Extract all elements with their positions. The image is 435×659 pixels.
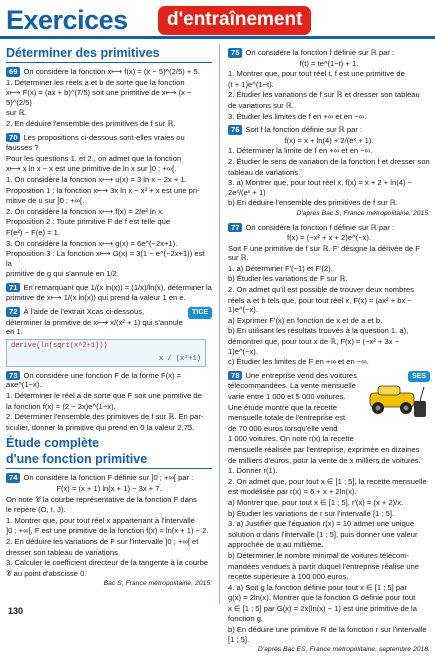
text-line: b) En utilisant les résultats trouvés à la question 1. a), — [228, 326, 409, 336]
right-column — [228, 44, 430, 659]
text-line: 1. Déterminer la limite de f en +∞ et en −∞. — [228, 146, 373, 156]
text-line: 1 000 voitures. On note r(x) la recette — [228, 434, 354, 444]
text-line: 3. a) Justifier que l'équation r(x) = 10 admet une unique — [228, 519, 415, 529]
page-header — [0, 0, 435, 40]
text-line: mensuelle totale de l'entreprise est — [228, 413, 346, 423]
text-line: approchée de α au millième. — [228, 540, 324, 550]
text-line: 3. Étudier les limites de f en +∞ et en −∞. — [228, 111, 367, 121]
text-line: F(x) = (x + 1) ln(x + 1) − 3x + 7. — [56, 484, 162, 493]
text-line: À l'aide de l'extrait Xcas ci-dessous, — [23, 307, 145, 317]
text-line: tableau de variations. — [228, 167, 301, 177]
text-line: Proposition 2 : Toute primitive F de f est telle que — [6, 217, 171, 227]
page-number: 130 — [8, 606, 24, 616]
exercise-69 — [6, 67, 212, 129]
text-line: 2. Étudier le sens de variation de la fonction f et dresser son — [228, 156, 430, 166]
text-line: 2. On considère la fonction x⟼ f(x) = 2/e² ln x. — [6, 206, 164, 216]
text-line: 3. On considère la fonction x⟼ g(x) = 6e^(−2x+1). — [6, 238, 178, 248]
text-line: 2. En déduire les variations de F sur l'intervalle ]0 ; +∞[ et — [6, 536, 199, 546]
text-line: 3. Calculer le coefficient directeur de la tangente à la courbe — [6, 558, 209, 568]
exercise-71 — [6, 283, 212, 303]
xcas-result: x / (x²+1) — [158, 355, 201, 364]
text-line: On note 𝒞 la courbe représentative de la fonction F dans — [6, 494, 197, 504]
text-line: fonction g. — [228, 614, 264, 624]
text-line: 2. Étudier les variations de f sur ℝ et dresser son tableau — [228, 90, 420, 100]
text-line: Soit F une primitive de f sur ℝ. F' désigne la dérivée de F sur ℝ. — [228, 243, 420, 263]
text-line: de variations sur ℝ. — [228, 100, 294, 110]
text-line: On considère une fonction F de la forme F(x) = axe^(1−x). — [6, 370, 182, 390]
text-line: b) En déduire une primitive R de la fonction r sur l'intervalle [1 ; 5]. — [228, 625, 427, 644]
exercise-number: 77 — [228, 223, 242, 233]
column-divider — [219, 44, 220, 604]
text-line: démontrer que, pour tout x de ℝ, F(x) = (−x² + 3x − 1)e^(−x). — [228, 337, 400, 356]
text-line: dresser son tableau de variations. — [6, 547, 120, 557]
exercise-number: 78 — [228, 371, 242, 381]
text-line: 2. En déduire l'ensemble des primitives de f sur ℝ. — [6, 118, 176, 128]
text-line: de milliers d'euros, pour la vente de x milliers de voitures. — [228, 455, 421, 465]
text-line: b) En déduire l'ensemble des primitives de f sur ℝ. — [228, 198, 398, 208]
text-line: 3. a) Montrer que, pour tout réel x, f(x) = x + 2 + ln(4) − 2eˣ/(eˣ + 1) — [228, 178, 413, 197]
section-title-etude-1: Étude complète — [6, 436, 100, 451]
text-line: 1. On considère la fonction x⟼ u(x) = 3 ln x − 2x + 1. — [6, 174, 187, 184]
text-line: déterminer la primitive de x⟼ x/(x² + 1) qui s'annule en 1. — [6, 317, 183, 337]
text-line: 1. Déterminer le réel a de sorte que F soit une primitive de — [6, 391, 202, 401]
exercise-76 — [228, 125, 430, 218]
text-line: est modélisée par r(x) = 6 + x + 2ln(x). — [228, 487, 357, 497]
exercise-number: 72 — [6, 307, 20, 317]
text-line: primitive de x⟼ 1/(x ln(x)) qui prend la valeur 1 en e. — [6, 293, 186, 303]
exercise-78 — [228, 371, 430, 655]
exercise-number: 71 — [6, 283, 20, 293]
xcas-code-box — [6, 339, 206, 367]
exercise-number: 70 — [6, 133, 20, 143]
text-line: a) Exprimer F'(x) en fonction de x et de a et b. — [228, 315, 383, 325]
text-line: 1. Déterminer les réels a et b de sorte que la fonction — [6, 77, 185, 87]
text-line: fausses ? — [6, 143, 39, 153]
text-line: 4. a) Soit g la fonction définie pour tout x ∈ [1 ; 5] par — [228, 582, 407, 592]
exercise-number: 73 — [6, 371, 20, 381]
text-line: sur ℝ. — [6, 108, 27, 118]
text-line: primitive de g qui s'annule en 1/2. — [6, 269, 119, 279]
text-line: 2. On admet qu'il est possible de trouver deux nombres — [228, 285, 414, 295]
exercise-74 — [6, 473, 212, 589]
text-line: On considère la fonction f définie sur ℝ par : — [245, 48, 395, 57]
text-line: 2. Déterminer l'ensemble des primitives de f sur ℝ. En par- — [6, 412, 204, 422]
header-badge: d'entraînement — [158, 6, 311, 35]
text-line: 1. Montrer que, pour tout réel t, f est une primitive de — [228, 69, 405, 79]
text-line: Proposition 3 : La fonction x⟼ G(x) = 3(1 − e^(−2x+1)) est la — [6, 249, 205, 268]
text-line: Soit f la fonction définie sur ℝ par : — [245, 125, 363, 135]
ses-tag: SES — [408, 371, 430, 383]
text-line: 1. Donner r(1). — [228, 466, 278, 476]
text-line: varie entre 1 000 et 5 000 voitures. — [228, 392, 346, 401]
text-line: ticulier, donner la primitive qui prend en 0 la valeur 2,75. — [6, 422, 195, 432]
text-line: mitive de u sur ]0 ; +∞[. — [6, 196, 85, 206]
left-column — [6, 44, 212, 593]
text-line: recette supérieure à 100 000 euros. — [228, 572, 349, 582]
exercise-number: 74 — [6, 473, 20, 483]
header-rule — [0, 36, 435, 39]
exercise-number: 69 — [6, 67, 20, 77]
source-citation: D'après Bac ES, France métropolitaine, septembre 2018. — [257, 646, 430, 654]
text-line: 𝒞 au point d'abscisse 0. — [6, 568, 87, 578]
exercise-70 — [6, 133, 212, 279]
text-line: le repère (O, I, J). — [6, 505, 66, 515]
text-line: f(x) = x + ln(4) + 2/(eˣ + 1). — [284, 135, 374, 145]
text-line: a) Montrer que, pour tout x ∈ [1 ; 5], r'(x) = (x + 2)/x. — [228, 497, 404, 507]
section-title-etude-2: d'une fonction primitive — [6, 452, 212, 469]
text-line: Une étude montre que la recette — [228, 402, 337, 412]
text-line: Pour les questions 1. et 2., on admet que la fonction — [6, 153, 182, 163]
text-line: 1. a) Déterminer F'(−1) et F'(2). — [228, 263, 333, 273]
text-line: g(x) = 2ln(x). Montrer que la fonction G définie pour tout — [228, 593, 416, 603]
text-line: F(e²) − F(e) = 1. — [6, 227, 61, 237]
text-line: x⟼ x ln x − x est une primitive de ln x sur ]0 ; +∞[. — [6, 164, 177, 174]
text-line: b) Étudier les variations de r sur l'intervalle [1 ; 5]. — [228, 508, 395, 518]
text-line: de 70 000 euros lorsqu'elle vend — [228, 423, 338, 433]
text-line: f(x) = (−x² + x + 2)e^(−x). — [287, 233, 371, 243]
text-line: (t + 1)e^(1−t). — [228, 79, 274, 89]
text-line: b) Déterminer le nombre minimal de voitures télécom- — [228, 550, 410, 560]
exercise-number: 76 — [228, 125, 242, 135]
source-citation: Bac S, France métropolitaine, 2015. — [103, 580, 212, 588]
text-line: b) Étudier les variations de F sur ℝ. — [228, 274, 348, 284]
text-line: 1. Montrer que, pour tout réel x appartenant à l'intervalle — [6, 515, 195, 525]
text-line: ]0 ; +∞[, F est une primitive de la fonction f(x) = ln(x + 1) − 2. — [6, 526, 209, 536]
exercise-77 — [228, 223, 430, 367]
text-line: mandées vendues à partir duquel l'entreprise réalise une — [228, 561, 419, 571]
text-line: x⟼ F(x) = (ax + b)^(7/5) soit une primitive de x⟼ (x − 5)^(2/5) — [6, 88, 192, 107]
text-line: En remarquant que 1/(x ln(x)) = (1/x)/ln(x), déterminer la — [23, 282, 212, 292]
exercise-73 — [6, 371, 212, 433]
text-line: On considère la fonction F définie sur ]0 ; +∞[ par : — [23, 473, 194, 483]
xcas-command: derive(ln(sqrt(x^2+1))) — [11, 341, 108, 350]
text-line: télécommandées. La vente mensuelle — [228, 381, 356, 391]
exercise-number: 75 — [228, 48, 242, 58]
text-line: solution α dans l'intervalle [1 ; 5], puis donner une valeur — [228, 529, 418, 539]
tice-tag: TICE — [188, 307, 212, 319]
text-line: 2. On admet que, pour tout x ∈ [1 ; 5], la recette mensuelle — [228, 476, 427, 486]
section-title-primitives: Déterminer des primitives — [6, 46, 212, 63]
text-line: Une entreprise vend des voitures — [245, 370, 357, 380]
text-line: la fonction f(x) = (2 − 2x)e^(1−x). — [6, 401, 116, 411]
text-line: mensuelle réalisée par l'entreprise, exprimée en dizaines — [228, 444, 420, 454]
header-title: Exercices — [6, 5, 128, 35]
source-citation: D'après Bac S, France métropolitaine, 2015. — [296, 209, 430, 217]
text-line: Proposition 1 : la fonction x⟼ 3x ln x − x² + x est une pri- — [6, 185, 200, 195]
exercise-72 — [6, 307, 212, 367]
text-line: On considère la fonction f définie sur ℝ par : — [245, 222, 395, 232]
text-line: Les propositions ci-dessous sont-elles vraies ou — [23, 132, 185, 142]
text-line: c) Étudier les limites de F en +∞ et en −∞. — [228, 357, 369, 367]
text-line: On considère la fonction x⟼ f(x) = (x − 5)^(2/5) + 5. — [23, 67, 200, 76]
text-line: f(t) = te^(1−t) + 1. — [299, 58, 359, 68]
text-line: réels a et b tels que, pour tout réel x, F(x) = (ax² + bx − 1)e^(−x). — [228, 295, 412, 315]
rc-car-illustration — [364, 371, 430, 421]
exercise-75 — [228, 48, 430, 121]
text-line: x ∈ [1 ; 5] par G(x) = 2x(ln(x) − 1) est une primitive de la — [228, 603, 417, 613]
